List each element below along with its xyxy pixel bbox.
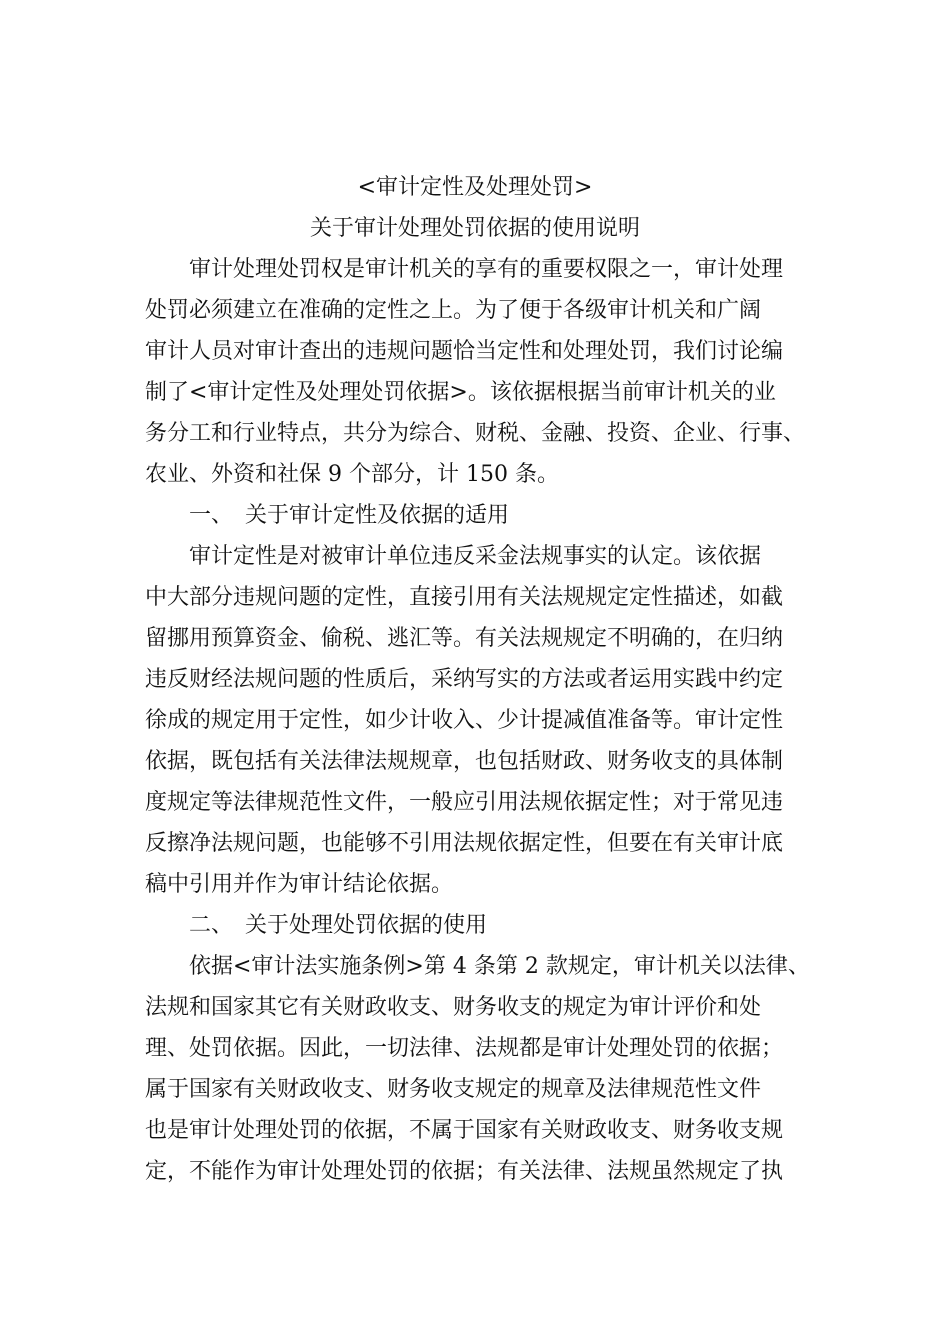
paragraph-line: 法规和国家其它有关财政收支、财务收支的规定为审计评价和处	[145, 995, 762, 1020]
paragraph-audit-qualification	[145, 536, 805, 905]
section-heading-1	[145, 495, 805, 536]
section-title: 关于处理处罚依据的使用	[245, 913, 488, 938]
document-title: <审计定性及处理处罚>	[357, 175, 593, 200]
paragraph-line: 留挪用预算资金、偷税、逃汇等。有关法规规定不明确的，在归纳	[145, 626, 784, 651]
paragraph-line: 农业、外资和社保 9 个部分，计 150 条。	[145, 462, 559, 487]
section-title: 关于审计定性及依据的适用	[245, 503, 510, 528]
paragraph-line: 处罚必须建立在准确的定性之上。为了便于各级审计机关和广阔	[145, 298, 762, 323]
paragraph-line: 审计人员对审计查出的违规问题恰当定性和处理处罚，我们讨论编	[145, 339, 784, 364]
paragraph-line: 审计处理处罚权是审计机关的享有的重要权限之一，审计处理	[189, 257, 784, 282]
paragraph-line: 徐成的规定用于定性，如少计收入、少计提减值准备等。审计定性	[145, 708, 784, 733]
paragraph-penalty-basis	[145, 946, 810, 1192]
paragraph-line: 依据，既包括有关法律法规规章，也包括财政、财务收支的具体制	[145, 749, 784, 774]
section-number: 一、	[189, 503, 234, 528]
paragraph-intro	[145, 249, 805, 495]
paragraph-line: 度规定等法律规范性文件，一般应引用法规依据定性；对于常见违	[145, 790, 784, 815]
paragraph-line: 依据<审计法实施条例>第 4 条第 2 款规定，审计机关以法律、	[189, 954, 810, 979]
paragraph-line: 务分工和行业特点，共分为综合、财税、金融、投资、企业、行事、	[145, 421, 806, 446]
paragraph-line: 定，不能作为审计处理处罚的依据；有关法律、法规虽然规定了执	[145, 1159, 784, 1184]
paragraph-line: 审计定性是对被审计单位违反采金法规事实的认定。该依据	[189, 544, 762, 569]
section-number: 二、	[189, 913, 234, 938]
paragraph-line: 属于国家有关财政收支、财务收支规定的规章及法律规范性文件	[145, 1077, 762, 1102]
paragraph-line: 中大部分违规问题的定性，直接引用有关法规规定定性描述，如截	[145, 585, 784, 610]
paragraph-line: 理、处罚依据。因此，一切法律、法规都是审计处理处罚的依据；	[145, 1036, 784, 1061]
section-heading-2	[145, 905, 805, 946]
paragraph-line: 稿中引用并作为审计结论依据。	[145, 872, 454, 897]
document-body	[145, 167, 810, 1192]
paragraph-line: 制了<审计定性及处理处罚依据>。该依据根据当前审计机关的业	[145, 380, 776, 405]
document-subtitle: 关于审计处理处罚依据的使用说明	[309, 216, 640, 241]
paragraph-line: 反擦净法规问题，也能够不引用法规依据定性，但要在有关审计底	[145, 831, 784, 856]
paragraph-line: 也是审计处理处罚的依据，不属于国家有关财政收支、财务收支规	[145, 1118, 784, 1143]
paragraph-line: 违反财经法规问题的性质后，采纳写实的方法或者运用实践中约定	[145, 667, 784, 692]
